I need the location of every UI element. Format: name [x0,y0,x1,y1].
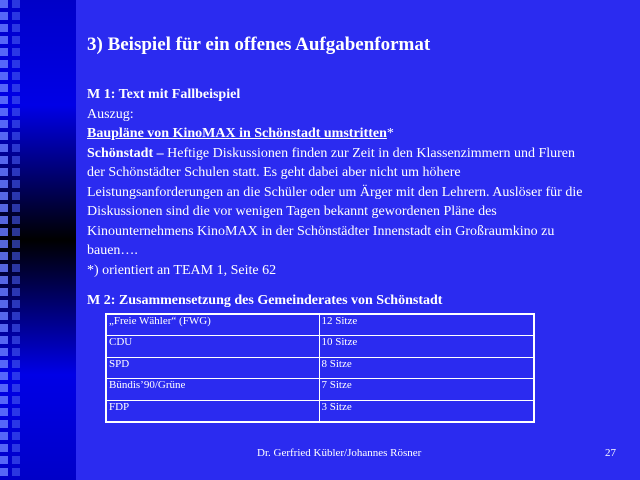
party-cell: Bündis’90/Grüne [106,379,319,401]
party-cell: SPD [106,357,319,379]
party-cell: „Freie Wähler“ (FWG) [106,314,319,336]
square-pattern-decoration [0,0,24,480]
seats-cell: 10 Sitze [319,336,534,358]
m1-auszug-label: Auszug: [87,106,134,122]
m1-heading: M 1: Text mit Fallbeispiel [87,87,241,102]
m1-section [87,85,587,280]
table-row [106,314,534,336]
seats-cell: 3 Sitze [319,400,534,422]
table-row [106,379,534,401]
m1-body: Heftige Diskussionen finden zur Zeit in den Klassenzimmern und Fluren der Schönstädter Schulen statt. Es geht dabei aber nicht um höhere Leistungsanforderungen an die Schüler oder um Ärger mit den Lehrern. Auslöser für die Diskussionen sind die vor wenigen Tagen bekannt gewordenen Pläne des Kinounternehmens KinoMAX in der Schönstädter Innenstadt ein Großraumkino zu bauen…. [87,145,583,258]
left-sidebar-decoration [0,0,76,480]
table-row [106,400,534,422]
council-table [105,313,535,423]
m1-headline-line [87,124,587,144]
m1-lead: Schönstadt – [87,145,164,161]
table-row [106,336,534,358]
m1-headline-mark: * [386,126,394,141]
table-row [106,357,534,379]
page-number: 27 [605,447,616,459]
seats-cell: 12 Sitze [319,314,534,336]
m1-paragraph [87,144,587,261]
seats-cell: 7 Sitze [319,379,534,401]
m2-heading: M 2: Zusammensetzung des Gemeinderates von Schönstadt [87,293,443,308]
party-cell: FDP [106,400,319,422]
slide-title: 3) Beispiel für ein offenes Aufgabenformat [87,34,431,55]
party-cell: CDU [106,336,319,358]
m1-headline: Baupläne von KinoMAX in Schönstadt umstritten [87,126,387,141]
m1-footnote: *) orientiert an TEAM 1, Seite 62 [87,262,277,278]
footer-authors: Dr. Gerfried Kübler/Johannes Rösner [257,447,422,459]
seats-cell: 8 Sitze [319,357,534,379]
